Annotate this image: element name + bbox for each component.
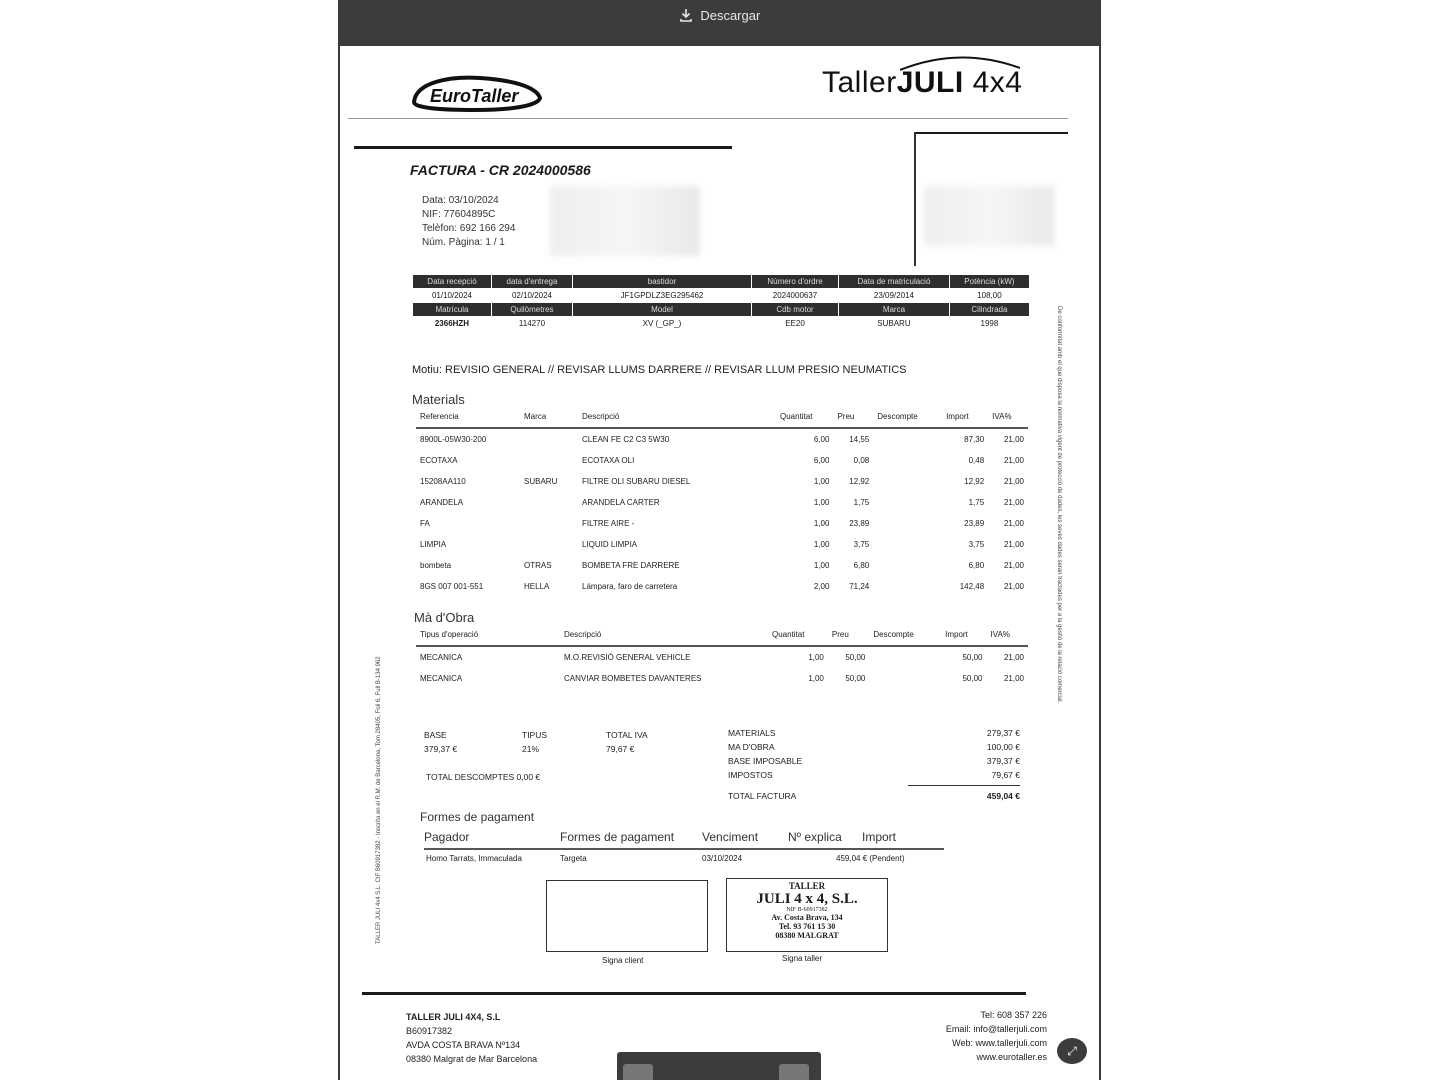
summary-row (728, 726, 1020, 740)
tipus-value: 21% (522, 744, 540, 754)
table-cell: HELLA (524, 582, 550, 591)
table-cell: ECOTAXA OLI (582, 456, 635, 465)
table-cell: 50,00 (962, 653, 983, 662)
table-cell: 50,00 (962, 674, 983, 683)
col-potencia: Potència (kW) (949, 275, 1029, 289)
redacted-customer (550, 186, 700, 256)
table-cell: 6,80 (853, 561, 870, 570)
table-row (416, 534, 1028, 555)
payment-method: Targeta (560, 854, 587, 863)
col-model: Model (573, 303, 752, 317)
table-cell (873, 471, 942, 492)
table-cell: 21,00 (1003, 582, 1024, 591)
download-button[interactable] (340, 8, 1099, 23)
summary-label: BASE IMPOSABLE (728, 756, 803, 766)
invoice-meta (422, 194, 515, 250)
stamp-line: 08380 MALGRAT (775, 931, 839, 940)
materials-table (416, 412, 1028, 597)
shop-signature-label: Signa taller (782, 954, 823, 963)
footer-company (406, 1010, 537, 1066)
download-label: Descargar (700, 8, 761, 23)
table-cell: 1,00 (813, 498, 830, 507)
table-cell (873, 576, 942, 597)
table-cell: ECOTAXA (420, 456, 458, 465)
table-row (416, 555, 1028, 576)
tax-rate-block (522, 728, 547, 756)
col-import: Import (942, 412, 988, 428)
table-cell: 21,00 (1003, 540, 1024, 549)
stamp-line: TALLER (788, 881, 826, 891)
table-cell: 3,75 (853, 540, 870, 549)
table-cell: ARANDELA CARTER (582, 498, 660, 507)
table-cell: FA (420, 519, 430, 528)
vehicle-table (412, 274, 1030, 330)
summary-value: 379,37 € (986, 756, 1020, 766)
base-value: 379,37 € (424, 744, 458, 754)
col-data-recepcio: Data recepció (413, 275, 492, 289)
col-quantitat: Quantitat (768, 630, 828, 646)
table-cell (869, 646, 941, 668)
col-venciment: Venciment (702, 830, 759, 844)
zoom-icon[interactable]: ⤢ (1057, 1038, 1087, 1064)
materials-title: Materials (412, 392, 465, 407)
table-cell: 1,75 (853, 498, 870, 507)
totals-summary (728, 726, 1020, 803)
table-cell: 14,55 (849, 435, 870, 444)
invoice-phone: Telèfon: 692 166 294 (422, 223, 516, 234)
table-cell: 23,89 (849, 519, 870, 528)
footer-rule (362, 992, 1026, 995)
table-cell: 1,00 (813, 540, 830, 549)
invoice-page (340, 46, 1099, 1080)
invoice-pages: Núm. Pàgina: 1 / 1 (422, 237, 505, 248)
table-cell (873, 555, 942, 576)
payer: Homo Tarrats, Immaculada (426, 854, 522, 863)
col-descripcio: Descripció (578, 412, 776, 428)
summary-value: 279,37 € (986, 728, 1020, 738)
vehicle-value: 1998 (980, 319, 999, 328)
table-cell: 6,00 (813, 456, 830, 465)
total-iva-block (606, 728, 648, 756)
table-cell (873, 513, 942, 534)
col-data-entrega: data d'entrega (491, 275, 572, 289)
col-iva: IVA% (987, 630, 1029, 646)
summary-row (728, 740, 1020, 754)
col-tipus-operacio: Tipus d'operació (416, 630, 560, 646)
table-cell: 2,00 (813, 582, 830, 591)
col-numero-ordre: Número d'ordre (752, 275, 839, 289)
invoice-title: FACTURA - CR 2024000586 (410, 162, 591, 178)
col-quantitat: Quantitat (776, 412, 833, 428)
table-cell: 12,92 (849, 477, 870, 486)
vehicle-value: 02/10/2024 (511, 291, 552, 300)
table-row (416, 576, 1028, 597)
client-signature-label: Signa client (602, 956, 644, 965)
table-cell (873, 450, 942, 471)
payment-amount: 459,04 € (Pendent) (836, 854, 905, 863)
summary-label: MATERIALS (728, 728, 776, 738)
base-label: BASE (424, 730, 447, 740)
company-city: 08380 Malgrat de Mar Barcelona (406, 1054, 538, 1064)
company-address: AVDA COSTA BRAVA Nº134 (406, 1040, 521, 1050)
title-rule (354, 146, 732, 149)
table-cell: bombeta (420, 561, 452, 570)
prev-page-tab[interactable] (623, 1064, 653, 1080)
vehicle-value: 108,00 (977, 291, 1002, 300)
col-pagador: Pagador (424, 830, 470, 844)
summary-label: IMPOSTOS (728, 770, 773, 780)
labour-table (416, 630, 1028, 689)
table-cell (520, 534, 578, 555)
iva-label: TOTAL IVA (606, 730, 648, 740)
table-row (416, 668, 1028, 689)
vehicle-value: JF1GPDLZ3EG295462 (620, 291, 704, 300)
left-margin-text: TALLER JULI 4x4 S.L. CIF B60917382 - Inscrita en el R.M. de Barcelona, Tom 28405, Foli 6, Full B-134 962 (376, 656, 382, 944)
total-divider (908, 785, 1020, 786)
table-cell: 12,92 (964, 477, 985, 486)
table-cell: SUBARU (524, 477, 558, 486)
labour-rows (416, 646, 1028, 689)
table-cell: LIMPIA (420, 540, 447, 549)
table-cell: 8GS 007 001-551 (420, 582, 484, 591)
table-cell: Lámpara, faro de carretera (582, 582, 678, 591)
table-cell (873, 534, 942, 555)
table-cell: 142,48 (959, 582, 985, 591)
payment-title: Formes de pagament (420, 810, 535, 824)
vehicle-value: 23/09/2014 (873, 291, 914, 300)
right-margin-text: De conformitat amb el que disposa la normativa vigent de protecció de dades, les seves dades seran tractades per a la gestió de la relació comercial. (1056, 306, 1062, 704)
table-cell (873, 492, 942, 513)
box-edge (914, 132, 916, 266)
table-cell (520, 428, 578, 450)
summary-rows (728, 726, 1020, 782)
payment-header (424, 830, 944, 850)
grand-total-label: TOTAL FACTURA (728, 791, 797, 801)
col-import: Import (941, 630, 986, 646)
eurotaller-logo-text: EuroTaller (430, 86, 519, 106)
summary-row (728, 768, 1020, 782)
col-num-explica: Nº explica (788, 830, 842, 844)
table-cell: 50,00 (845, 674, 866, 683)
table-cell: MECANICA (420, 674, 463, 683)
table-cell: 1,00 (808, 653, 824, 662)
col-preu: Preu (833, 412, 873, 428)
table-cell: LIQUID LIMPIA (582, 540, 638, 549)
invoice-date: Data: 03/10/2024 (422, 195, 499, 206)
vehicle-value: 114270 (518, 319, 546, 328)
col-codi-motor: Cdb motor (752, 303, 839, 317)
col-descompte: Descompte (873, 412, 942, 428)
col-marca: Marca (839, 303, 950, 317)
contact-web: Web: www.tallerjuli.com (952, 1038, 1047, 1048)
table-row (416, 428, 1028, 450)
table-cell: 21,00 (1003, 498, 1024, 507)
stamp-line: NIF B-60917382 (786, 907, 828, 913)
table-cell (869, 668, 941, 689)
table-cell: BOMBETA FRE DARRERE (582, 561, 680, 570)
table-cell: 1,75 (968, 498, 985, 507)
col-quilometres: Quilòmetres (491, 303, 572, 317)
repair-reason: Motiu: REVISIO GENERAL // REVISAR LLUMS DARRERE // REVISAR LLUM PRESIO NEUMATICS (412, 364, 907, 376)
table-cell: 8900L-05W30-200 (420, 435, 487, 444)
redacted-address (924, 186, 1054, 246)
tipus-label: TIPUS (522, 730, 548, 740)
table-cell: 1,00 (813, 519, 830, 528)
table-cell: 3,75 (968, 540, 985, 549)
table-cell: 21,00 (1003, 435, 1024, 444)
table-cell (873, 428, 942, 450)
page-nav-bar[interactable] (617, 1052, 821, 1080)
table-row (416, 646, 1028, 668)
table-cell: OTRAS (524, 561, 552, 570)
table-cell: 21,00 (1003, 519, 1024, 528)
grand-total-row (728, 789, 1020, 803)
table-cell (520, 513, 578, 534)
summary-label: MA D'OBRA (728, 742, 775, 752)
table-cell: CANVIAR BOMBETES DAVANTERES (564, 674, 702, 683)
stamp-line: JULI 4 x 4, S.L. (756, 891, 858, 907)
table-cell: 0,48 (968, 456, 985, 465)
title-rule-right (914, 132, 1068, 134)
contact-phone: Tel: 608 357 226 (980, 1010, 1047, 1020)
company-name: TALLER JULI 4X4, S.L (406, 1012, 501, 1022)
table-cell: 1,00 (813, 477, 830, 486)
table-cell: 15208AA110 (420, 477, 466, 486)
table-row (416, 450, 1028, 471)
table-cell: 23,89 (964, 519, 985, 528)
table-cell: 50,00 (845, 653, 866, 662)
col-iva: IVA% (988, 412, 1028, 428)
grand-total-value: 459,04 € (986, 791, 1020, 801)
materials-rows (416, 428, 1028, 597)
table-cell: 87,30 (964, 435, 985, 444)
summary-value: 100,00 € (986, 742, 1020, 752)
table-cell (520, 450, 578, 471)
col-import: Import (862, 830, 897, 844)
table-cell: 71,24 (849, 582, 870, 591)
table-cell: 6,00 (813, 435, 830, 444)
contact-eurotaller-web: www.eurotaller.es (976, 1052, 1047, 1062)
due-date: 03/10/2024 (702, 854, 743, 863)
vehicle-value: SUBARU (877, 319, 911, 328)
table-cell: 21,00 (1003, 477, 1024, 486)
contact-email: Email: info@tallerjuli.com (945, 1024, 1047, 1034)
next-page-tab[interactable] (779, 1064, 809, 1080)
table-cell: 1,00 (808, 674, 824, 683)
table-cell: 6,80 (968, 561, 985, 570)
stamp-line: Tel. 93 761 15 30 (778, 922, 836, 931)
col-formes-pagament: Formes de pagament (560, 830, 675, 844)
download-icon (679, 8, 693, 22)
table-cell: CLEAN FE C2 C3 5W30 (582, 435, 670, 444)
vehicle-value: XV (_GP_) (642, 319, 682, 328)
taller-juli-brand: TallerJULI 4x4 (822, 66, 1023, 99)
col-cilindrada: Cilindrada (949, 303, 1029, 317)
labour-title: Mà d'Obra (414, 610, 475, 625)
viewer-toolbar (340, 0, 1099, 46)
client-signature-box (546, 880, 708, 952)
table-cell: FILTRE AIRE - (582, 519, 635, 528)
table-cell: ARANDELA (420, 498, 464, 507)
vehicle-value: 2024000637 (772, 291, 818, 300)
table-cell: 21,00 (1003, 561, 1024, 570)
company-cif: B60917382 (406, 1026, 453, 1036)
table-cell: 1,00 (813, 561, 830, 570)
tax-base-block (424, 728, 457, 756)
table-row (416, 492, 1028, 513)
col-descompte: Descompte (869, 630, 941, 646)
summary-value: 79,67 € (991, 770, 1020, 780)
table-cell: 21,00 (1003, 653, 1024, 662)
document-viewer (338, 0, 1101, 1080)
table-cell (520, 492, 578, 513)
total-discount: TOTAL DESCOMPTES 0,00 € (426, 772, 541, 782)
table-cell: MECANICA (420, 653, 463, 662)
col-referencia: Referencia (416, 412, 520, 428)
table-row (416, 471, 1028, 492)
workshop-stamp (726, 878, 888, 952)
eurotaller-logo (410, 72, 544, 112)
vehicle-value: EE20 (785, 319, 805, 328)
col-descripcio: Descripció (560, 630, 768, 646)
iva-value: 79,67 € (606, 744, 635, 754)
footer-contact (946, 1008, 1047, 1064)
col-preu: Preu (828, 630, 869, 646)
table-cell: FILTRE OLI SUBARU DIESEL (582, 477, 691, 486)
header-divider (348, 118, 1068, 119)
col-data-matriculacio: Data de matriculació (839, 275, 950, 289)
table-row (416, 513, 1028, 534)
table-cell: 21,00 (1003, 674, 1024, 683)
table-cell: 0,08 (853, 456, 870, 465)
table-cell: 21,00 (1003, 456, 1024, 465)
invoice-nif: NIF: 77604895C (422, 209, 496, 220)
table-cell: M.O.REVISIÓ GENERAL VEHICLE (564, 653, 691, 662)
payment-row (426, 854, 946, 863)
summary-row (728, 754, 1020, 768)
col-matricula: Matrícula (413, 303, 492, 317)
col-marca: Marca (520, 412, 578, 428)
vehicle-value: 2366HZH (434, 319, 470, 328)
stamp-line: Av. Costa Brava, 134 (771, 913, 843, 922)
col-bastidor: bastidor (573, 275, 752, 289)
vehicle-value: 01/10/2024 (431, 291, 472, 300)
